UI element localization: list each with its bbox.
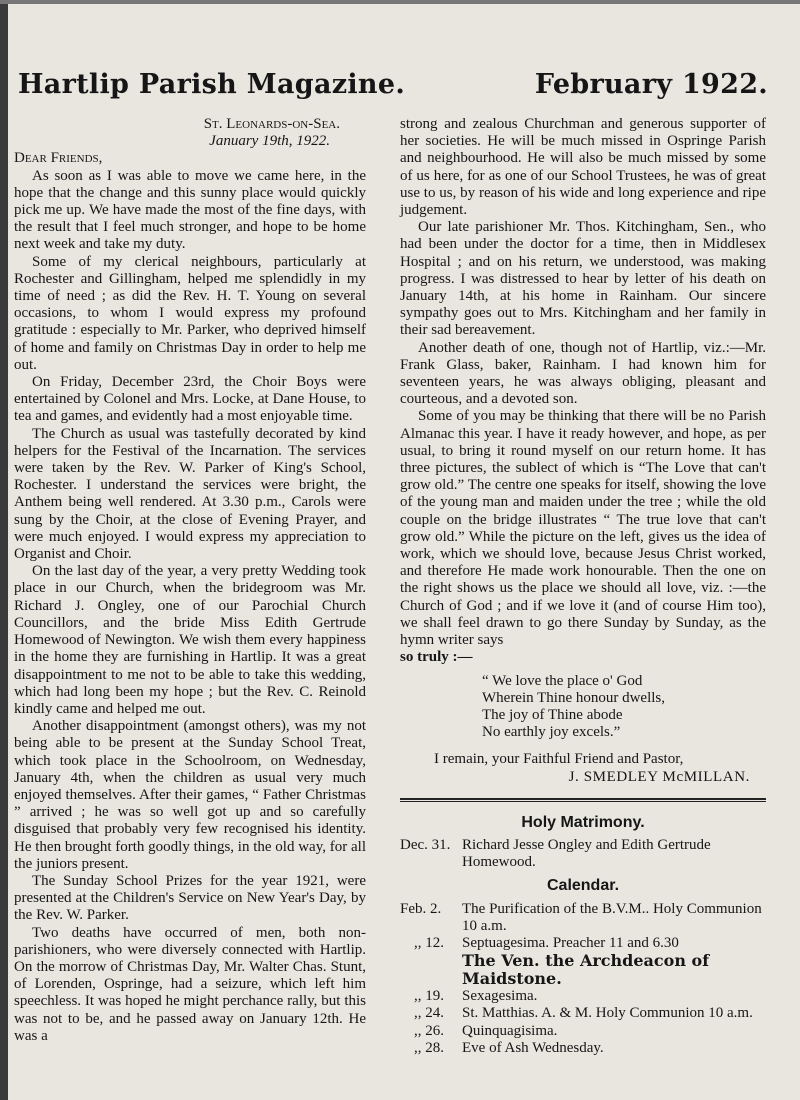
letter-date: January 19th, 1922.: [209, 133, 330, 150]
issue-date: February 1922.: [534, 69, 768, 100]
letter-date-line: [14, 133, 366, 150]
entry-text: Eve of Ash Wednesday.: [462, 1039, 604, 1056]
preacher-name: The Ven. the Archdeacon of Maidstone.: [462, 951, 710, 989]
calendar-entry: [400, 988, 766, 1005]
paragraph: strong and zealous Churchman and generous supporter of her societies. He will be much missed in Ospringe Parish and neighbourhood. He will also be much missed by some of us here, for as one of our School Trustees, he was of great use to us, by reason of his wide and long experience and ripe judgement.: [400, 116, 766, 219]
verse-line: Wherein Thine honour dwells,: [482, 689, 666, 706]
so-truly: so truly :—: [400, 649, 473, 666]
masthead: [18, 56, 768, 100]
entry-date: ,, 28.: [414, 1039, 444, 1056]
entry-date: ,, 26.: [414, 1022, 444, 1039]
entry-date: Dec. 31.: [400, 836, 451, 853]
matrimony-heading: Holy Matrimony.: [521, 813, 645, 831]
paragraph: As soon as I was able to move we came here, in the hope that the change and this sunny place would quickly pick me up. We have made the most of the fine days, with the result that I feel much stronger, and hope to be home next week and take my duty.: [14, 167, 366, 253]
divider: [400, 798, 766, 802]
paragraph: Some of you may be thinking that there will be no Parish Almanac this year. I have it ready however, and hope, as per usual, to bring it round myself on our return home. It has three pictures, the sublect of which is “The Love that can't grow old.” The centre one speaks for itself, showing the love of the young man and maiden under the tree ; while the old couple on the bridge illustrates “ The true love that can't grow old.” While the picture on the left, gives us the idea of work, which we should love, because Jesus Christ worked, and therefore He made work honourable. Then the one on the right shows us the place we should all love, viz. :—the Church of God ; and if we love it (and of course Him too), we shall feel drawn to go there Sunday by Sunday, as the hymn writer says: [400, 408, 766, 649]
letter-place: St. Leonards-on-Sea.: [203, 116, 340, 132]
salutation: Dear Friends,: [14, 150, 103, 167]
calendar-entry: [400, 1023, 766, 1040]
verse-line: No earthly joy excels.”: [482, 724, 621, 741]
entry-text: Quinquagisima.: [462, 1022, 558, 1039]
calendar-entry: [400, 1005, 766, 1022]
signature: J. SMEDLEY McMILLAN.: [568, 768, 750, 785]
paragraph: On the last day of the year, a very pretty Wedding took place in our Church, when the bridegroom was Mr. Richard J. Ongley, one of our Parochial Church Councillors, and the bride Miss Edith Gertrude Homewood of Newington. We wish them every happiness in the home they are furnishing in Hartlip. It was a great disappointment to me not to be able to take this wedding, which had long been my hope ; but the Rev. C. Reinold kindly came and helped me out.: [14, 563, 366, 717]
entry-text: Richard Jesse Ongley and Edith Gertrude Homewood.: [462, 836, 711, 871]
entry-date: Feb. 2.: [400, 900, 442, 917]
entry-date: ,, 12.: [414, 934, 444, 951]
magazine-title: Hartlip Parish Magazine.: [18, 69, 406, 100]
signoff: I remain, your Faithful Friend and Pastor,: [434, 751, 684, 768]
hymn-verse: [482, 673, 766, 742]
paragraph: Another death of one, though not of Hartlip, viz.:—Mr. Frank Glass, baker, Rainham. I had known him for seventeen years, he was always obliging, pleasant and courteous, and a devoted son.: [400, 339, 766, 408]
calendar-entry: [400, 935, 766, 988]
paragraph: Our late parishioner Mr. Thos. Kitchingham, Sen., who had been under the doctor for a time, then in Middlesex Hospital ; and on his return, we understood, was making progress. I was distressed to hear by letter of his death on January 14th, at his home in Rainham. Our sincere sympathy goes out to Mrs. Kitchingham and her family in their sad bereavement.: [400, 219, 766, 339]
entry-text: Septuagesima. Preacher 11 and 6.30: [462, 934, 679, 951]
paragraph: Another disappointment (amongst others), was my not being able to be present at the Sunday School Treat, which took place in the Schoolroom, on Wednesday, January 4th, when the children as usual very much enjoyed themselves. After their games, “ Father Christmas ” arrived ; he was so well got up and so carefully disguised that probably very few recognised his identity. He then brought forth goodly things, in the old way, for all the juniors present.: [14, 718, 366, 872]
matrimony-entry: [400, 837, 766, 871]
entry-text: The Purification of the B.V.M.. Holy Communion 10 a.m.: [462, 900, 762, 934]
page-top-edge: [0, 0, 800, 4]
left-column: [14, 116, 366, 1045]
verse-line: “ We love the place o' God: [482, 672, 643, 689]
verse-line: The joy of Thine abode: [482, 706, 623, 723]
entry-text: Sexagesima.: [462, 988, 538, 1005]
paragraph: The Sunday School Prizes for the year 1921, were presented at the Children's Service on New Year's Day, by the Rev. W. Parker.: [14, 872, 366, 924]
paragraph: On Friday, December 23rd, the Choir Boys were entertained by Colonel and Mrs. Locke, at Dane House, to tea and games, and evidently had a most enjoyable time.: [14, 374, 366, 425]
paragraph: Some of my clerical neighbours, particularly at Rochester and Gillingham, helped me splendidly in my time of need ; as did the Rev. H. T. Young on several occasions, to whom I would express my profound gratitude : especially to Mr. Parker, who deprived himself of home and family on Christmas Day in order to help me out.: [14, 253, 366, 373]
entry-date: ,, 24.: [414, 1005, 444, 1022]
paragraph: Two deaths have occurred of men, both non-parishioners, who were diversely connected with Hartlip. On the morrow of Christmas Day, Mr. Walter Chas. Stunt, of Lorenden, Ospringe, had a seizure, which left him speechless. It was hoped he might perchance rally, but this was not to be, and he passed away on January 12th. He was a: [14, 924, 366, 1044]
page-binding-edge: [0, 0, 8, 1100]
calendar-entry: [400, 1040, 766, 1057]
entry-text: St. Matthias. A. & M. Holy Communion 10 a.m.: [462, 1005, 753, 1022]
entry-body: [462, 935, 766, 988]
paragraph: The Church as usual was tastefully decorated by kind helpers for the Festival of the Incarnation. The services were taken by the Rev. W. Parker of King's School, Rochester. I understand the services were bright, the Anthem being well rendered. At 3.30 p.m., Carols were sung by the Choir, at the close of Evening Prayer, and were much enjoyed. I would express my appreciation to Organist and Choir.: [14, 425, 366, 563]
entry-date: ,, 19.: [414, 988, 444, 1005]
calendar-heading: Calendar.: [546, 877, 620, 895]
right-column: [400, 116, 766, 1057]
calendar-entry: [400, 901, 766, 935]
